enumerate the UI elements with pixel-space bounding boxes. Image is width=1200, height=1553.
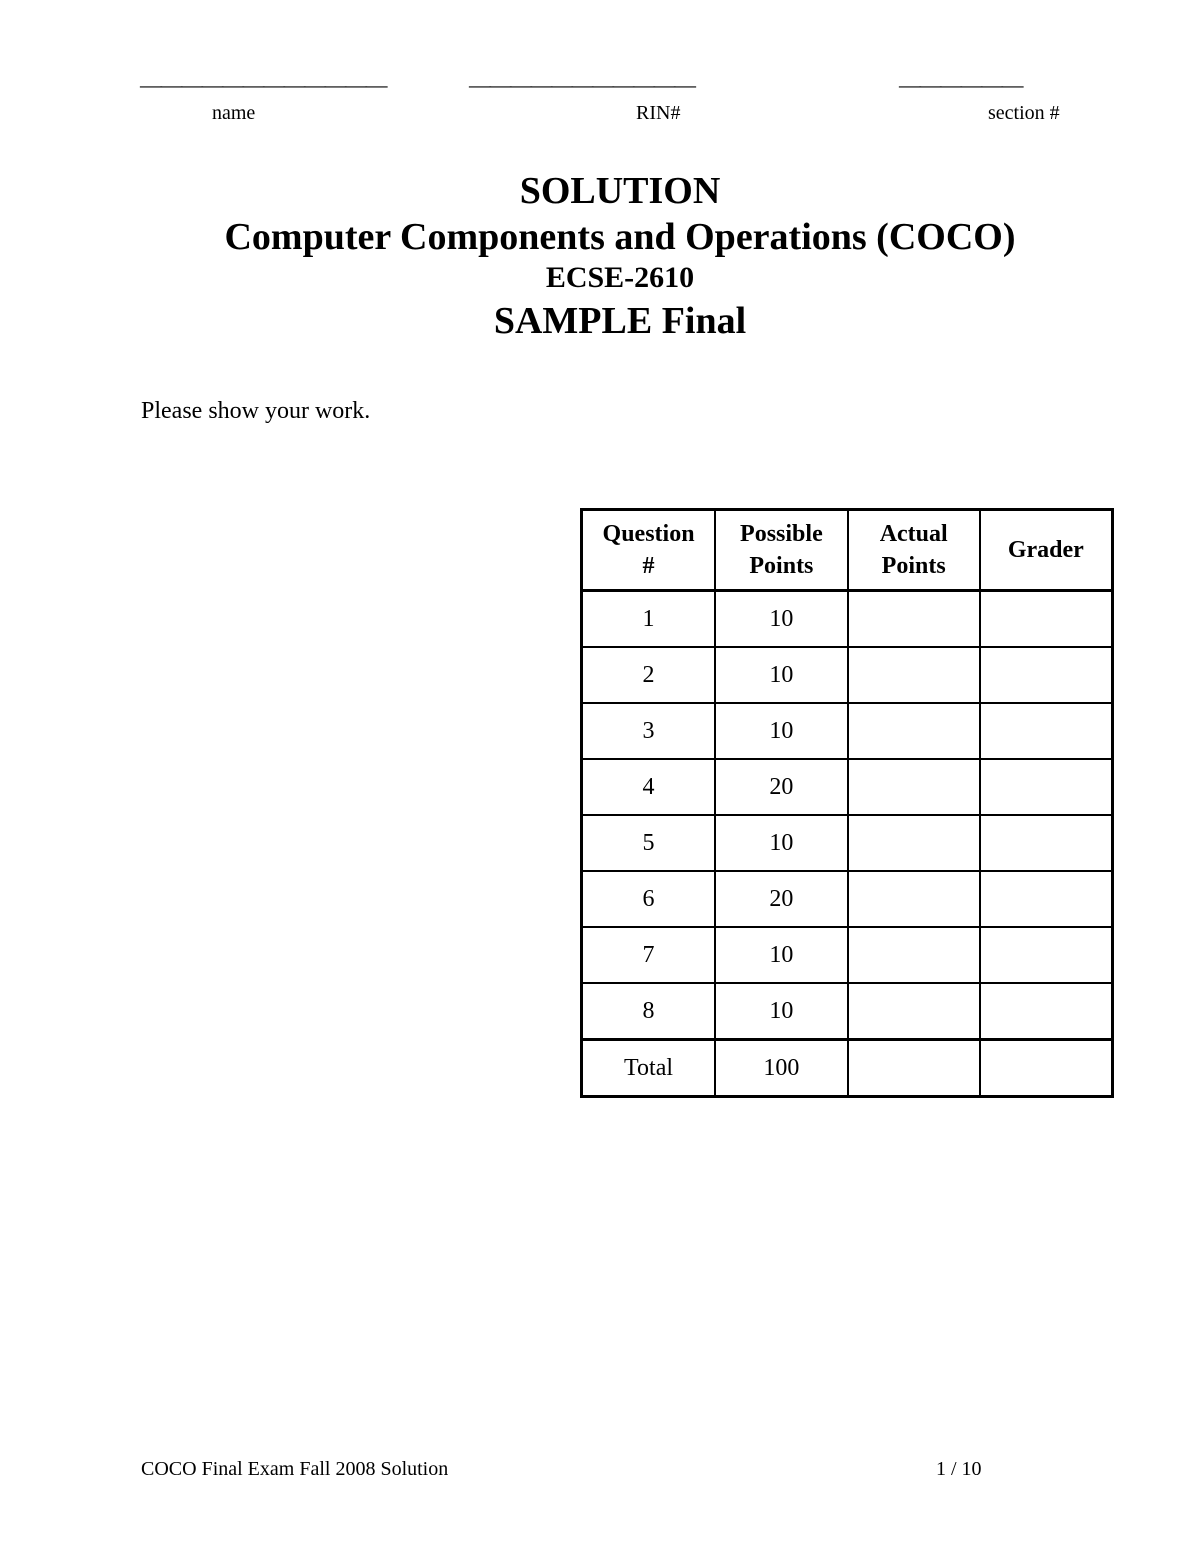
possible-points-cell: 10	[715, 815, 848, 871]
header-actual-line2: Points	[881, 553, 946, 579]
header-question-line2: #	[642, 553, 655, 579]
grader-cell	[980, 983, 1113, 1040]
grader-cell	[980, 591, 1113, 648]
course-title: Computer Components and Operations (COCO)	[224, 216, 1016, 258]
actual-points-cell	[848, 703, 980, 759]
section-label: section #	[988, 102, 1060, 124]
question-number-cell: 1	[582, 591, 716, 648]
question-number-cell: 7	[582, 927, 716, 983]
table-row	[582, 703, 1113, 759]
table-row	[582, 815, 1113, 871]
possible-points-cell: 10	[715, 927, 848, 983]
header-possible-line1: Possible	[740, 521, 823, 547]
grader-cell	[980, 759, 1113, 815]
possible-points-cell: 10	[715, 703, 848, 759]
total-grader-cell	[980, 1040, 1113, 1097]
page-number: 1 / 10	[936, 1458, 982, 1480]
header-possible-points	[715, 510, 848, 591]
total-label-cell: Total	[582, 1040, 716, 1097]
grade-table	[580, 508, 1114, 1098]
grader-cell	[980, 703, 1113, 759]
footer-title: COCO Final Exam Fall 2008 Solution	[141, 1458, 449, 1480]
rin-blank-line: ———————————	[469, 72, 695, 97]
possible-points-cell: 10	[715, 983, 848, 1040]
header-actual-line1: Actual	[879, 521, 948, 547]
rin-label: RIN#	[636, 102, 681, 124]
grader-cell	[980, 927, 1113, 983]
question-number-cell: 5	[582, 815, 716, 871]
actual-points-cell	[848, 815, 980, 871]
table-row	[582, 927, 1113, 983]
actual-points-cell	[848, 591, 980, 648]
header-possible-line2: Points	[749, 553, 814, 579]
grade-table-header-row	[582, 510, 1113, 591]
actual-points-cell	[848, 759, 980, 815]
actual-points-cell	[848, 871, 980, 927]
actual-points-cell	[848, 647, 980, 703]
possible-points-cell: 20	[715, 871, 848, 927]
section-blank-line: ——————	[899, 72, 1022, 97]
name-label: name	[212, 102, 256, 124]
question-number-cell: 4	[582, 759, 716, 815]
course-code: ECSE-2610	[545, 261, 695, 294]
question-number-cell: 3	[582, 703, 716, 759]
grader-cell	[980, 647, 1113, 703]
exam-title: SAMPLE Final	[493, 300, 747, 342]
table-row	[582, 647, 1113, 703]
header-question	[582, 510, 716, 591]
table-row	[582, 759, 1113, 815]
solution-heading: SOLUTION	[519, 170, 721, 212]
header-grader	[980, 510, 1113, 591]
actual-points-cell	[848, 927, 980, 983]
name-blank-line: ————————————	[140, 72, 386, 97]
grader-cell	[980, 815, 1113, 871]
total-row	[582, 1040, 1113, 1097]
header-grader-label: Grader	[1007, 537, 1084, 563]
actual-points-cell	[848, 983, 980, 1040]
table-row	[582, 591, 1113, 648]
header-actual-points	[848, 510, 980, 591]
possible-points-cell: 10	[715, 647, 848, 703]
possible-points-cell: 20	[715, 759, 848, 815]
instructions-text: Please show your work.	[141, 398, 371, 424]
question-number-cell: 6	[582, 871, 716, 927]
table-row	[582, 871, 1113, 927]
table-row	[582, 983, 1113, 1040]
total-actual-cell	[848, 1040, 980, 1097]
possible-points-cell: 10	[715, 591, 848, 648]
question-number-cell: 8	[582, 983, 716, 1040]
header-question-line1: Question	[602, 521, 695, 547]
grader-cell	[980, 871, 1113, 927]
total-possible-cell: 100	[715, 1040, 848, 1097]
question-number-cell: 2	[582, 647, 716, 703]
